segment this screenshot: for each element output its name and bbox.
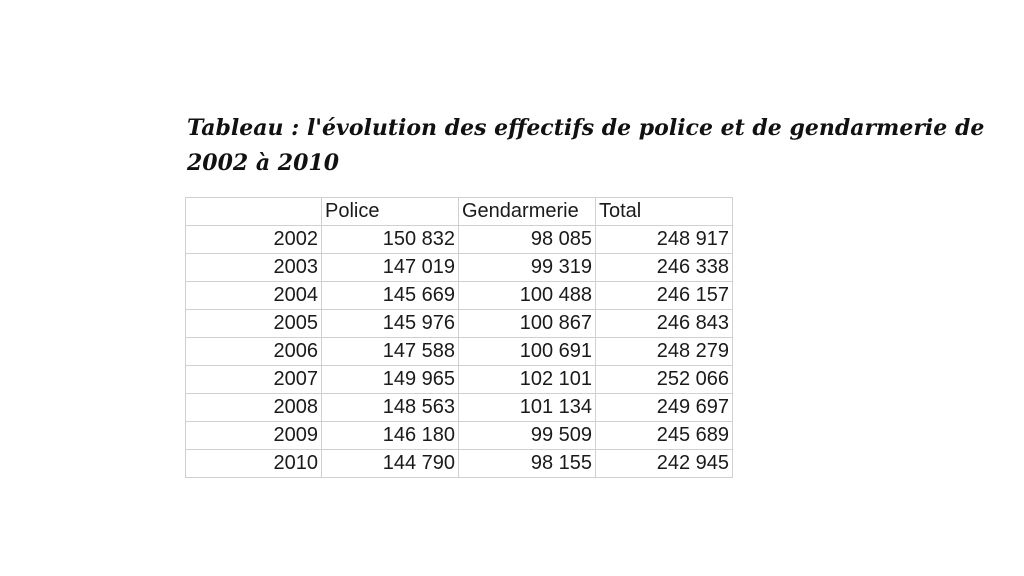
year-cell: 2004	[186, 282, 322, 310]
year-cell: 2007	[186, 366, 322, 394]
police-cell: 148 563	[322, 394, 459, 422]
data-table	[185, 197, 733, 478]
gendarmerie-cell: 99 509	[459, 422, 596, 450]
gendarmerie-cell: 98 155	[459, 450, 596, 478]
year-cell: 2002	[186, 226, 322, 254]
year-cell: 2009	[186, 422, 322, 450]
police-cell: 146 180	[322, 422, 459, 450]
total-cell: 248 279	[596, 338, 733, 366]
police-cell: 147 588	[322, 338, 459, 366]
table-row	[186, 282, 733, 310]
total-cell: 245 689	[596, 422, 733, 450]
column-header-police: Police	[322, 198, 459, 226]
total-cell: 249 697	[596, 394, 733, 422]
year-cell: 2005	[186, 310, 322, 338]
police-cell: 149 965	[322, 366, 459, 394]
table-header-row	[186, 198, 733, 226]
gendarmerie-cell: 102 101	[459, 366, 596, 394]
table-row	[186, 338, 733, 366]
year-cell: 2006	[186, 338, 322, 366]
gendarmerie-cell: 101 134	[459, 394, 596, 422]
gendarmerie-cell: 100 488	[459, 282, 596, 310]
total-cell: 252 066	[596, 366, 733, 394]
police-cell: 144 790	[322, 450, 459, 478]
table-row	[186, 366, 733, 394]
police-cell: 145 669	[322, 282, 459, 310]
total-cell: 248 917	[596, 226, 733, 254]
total-cell: 246 157	[596, 282, 733, 310]
gendarmerie-cell: 100 867	[459, 310, 596, 338]
total-cell: 242 945	[596, 450, 733, 478]
table-row	[186, 450, 733, 478]
total-cell: 246 338	[596, 254, 733, 282]
table-row	[186, 394, 733, 422]
police-cell: 147 019	[322, 254, 459, 282]
table-row	[186, 310, 733, 338]
gendarmerie-cell: 99 319	[459, 254, 596, 282]
total-cell: 246 843	[596, 310, 733, 338]
gendarmerie-cell: 100 691	[459, 338, 596, 366]
column-header-empty	[186, 198, 322, 226]
table-row	[186, 226, 733, 254]
column-header-total: Total	[596, 198, 733, 226]
table-row	[186, 422, 733, 450]
column-header-gendarmerie: Gendarmerie	[459, 198, 596, 226]
police-cell: 150 832	[322, 226, 459, 254]
year-cell: 2003	[186, 254, 322, 282]
table-row	[186, 254, 733, 282]
gendarmerie-cell: 98 085	[459, 226, 596, 254]
police-cell: 145 976	[322, 310, 459, 338]
year-cell: 2010	[186, 450, 322, 478]
table-title: Tableau : l'évolution des effectifs de police et de gendarmerie de 2002 à 2010	[187, 115, 985, 176]
year-cell: 2008	[186, 394, 322, 422]
